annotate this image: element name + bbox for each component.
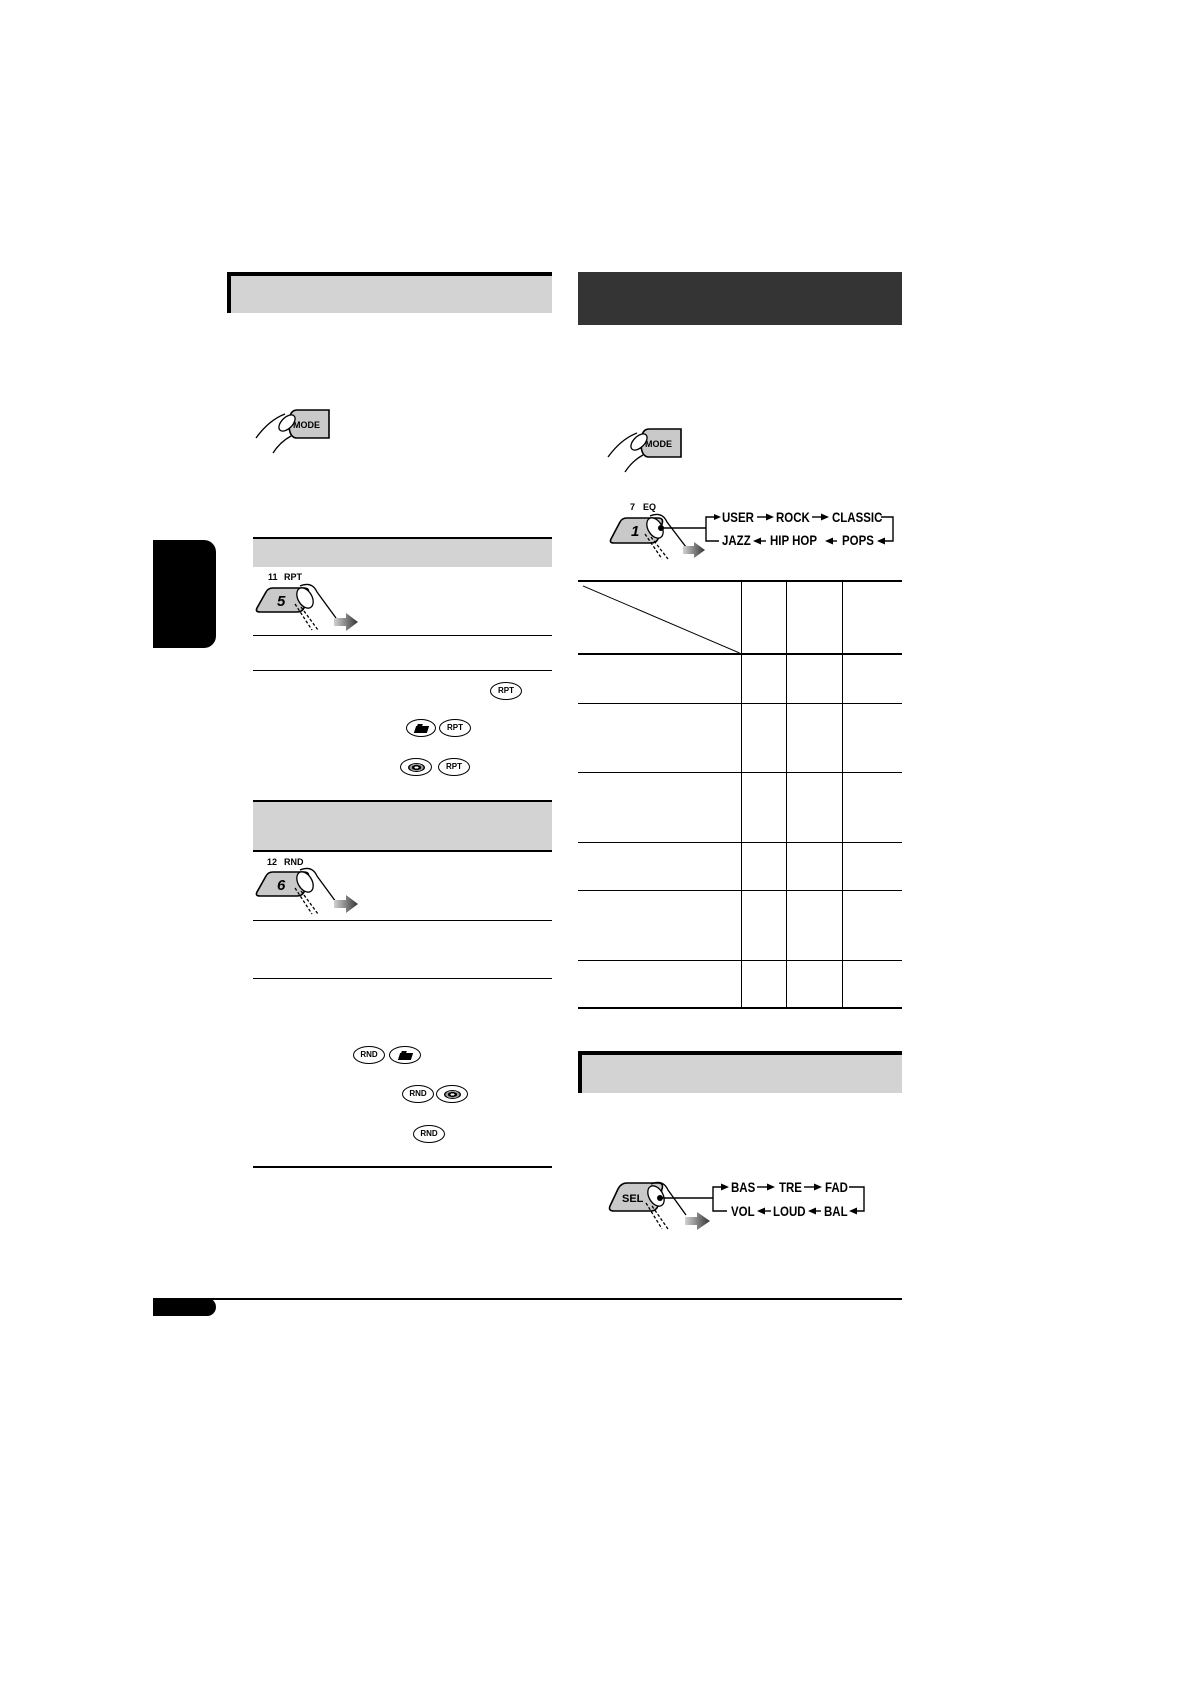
arrow-left-icon — [753, 538, 761, 545]
table-cell — [578, 960, 741, 1008]
table-cell — [578, 842, 741, 890]
table-cell — [842, 842, 902, 890]
table-header-cell — [842, 581, 902, 654]
table-cell — [786, 890, 842, 960]
eq-mode-item: JAZZ — [722, 532, 751, 548]
disc-indicator — [436, 1085, 468, 1103]
eq-mode-item: USER — [722, 509, 754, 525]
folder-icon — [413, 726, 428, 733]
side-language-tab — [153, 540, 216, 648]
eq-mode-item: HIP HOP — [770, 532, 817, 548]
mode-key-label: MODE — [293, 420, 320, 430]
table-cell — [842, 772, 902, 842]
right-section-heading-box — [578, 1051, 902, 1093]
table-cell — [741, 842, 786, 890]
table-cell — [741, 703, 786, 772]
table-cell — [786, 842, 842, 890]
table-cell — [741, 960, 786, 1008]
right-bracket — [881, 517, 893, 541]
divider — [253, 920, 552, 921]
repeat-key-function: RPT — [284, 572, 302, 582]
mode-key-label: MODE — [645, 439, 672, 449]
table-row — [578, 960, 902, 1008]
right-section-heading-dark — [578, 272, 902, 325]
repeat-subheading-bar — [253, 537, 552, 567]
sound-item: VOL — [731, 1203, 755, 1219]
table-cell — [741, 654, 786, 703]
table-cell — [786, 654, 842, 703]
divider — [253, 978, 552, 979]
table-cell — [578, 772, 741, 842]
table-cell — [842, 654, 902, 703]
eq-key-number: 7 — [630, 502, 636, 512]
random-key-digit: 6 — [277, 877, 286, 894]
table-header-cell — [741, 581, 786, 654]
left-section-heading-box — [227, 272, 552, 313]
table-row — [578, 703, 902, 772]
rnd-indicator-icon: RND — [413, 1125, 445, 1143]
repeat-key-press-illustration — [254, 582, 364, 632]
table-corner-cell — [578, 581, 741, 654]
eq-settings-table — [578, 580, 902, 1009]
table-cell — [786, 703, 842, 772]
eq-mode-item: POPS — [842, 532, 874, 548]
arrow-right-icon — [821, 514, 829, 521]
disc-indicator — [400, 758, 432, 776]
arrow-left-icon — [825, 538, 833, 545]
arrow-right-icon — [814, 1184, 822, 1191]
diagonal-line — [578, 582, 741, 653]
page-number-tab — [153, 1298, 216, 1316]
rpt-indicator-icon: RPT — [439, 719, 471, 737]
press-arrow-icon — [334, 895, 358, 913]
rnd-indicator-icon: RND — [353, 1046, 385, 1064]
arrow-right-icon — [721, 1184, 729, 1191]
random-key-function: RND — [284, 857, 304, 867]
sound-item: BAL — [824, 1203, 848, 1219]
folder-icon — [397, 1053, 412, 1060]
arrow-left-icon — [757, 1208, 765, 1215]
press-arrow-icon — [334, 613, 358, 631]
eq-key-digit: 1 — [631, 523, 640, 540]
sound-item: TRE — [779, 1179, 802, 1195]
folder-indicator — [389, 1046, 421, 1064]
divider — [253, 635, 552, 636]
repeat-key-number: 11 — [268, 572, 278, 582]
sel-key-label: SEL — [622, 1193, 644, 1205]
table-header-row — [578, 581, 902, 654]
disc-icon — [408, 763, 425, 772]
arrow-left-icon — [849, 1208, 857, 1215]
arrow-left-icon — [877, 538, 885, 545]
disc-icon — [444, 1090, 461, 1099]
table-cell — [786, 960, 842, 1008]
eq-key-function: EQ — [643, 502, 657, 512]
arrow-right-icon — [714, 514, 721, 520]
table-row — [578, 772, 902, 842]
table-row — [578, 890, 902, 960]
divider — [253, 1166, 552, 1168]
table-cell — [842, 960, 902, 1008]
arrow-right-icon — [766, 514, 774, 521]
sound-item: LOUD — [773, 1203, 806, 1219]
rpt-indicator-icon: RPT — [490, 682, 522, 700]
rpt-indicator-icon: RPT — [438, 758, 470, 776]
right-bracket — [849, 1187, 864, 1211]
table-cell — [786, 772, 842, 842]
table-row — [578, 654, 902, 703]
table-cell — [842, 703, 902, 772]
bottom-rule — [153, 1298, 902, 1300]
eq-mode-item: ROCK — [776, 509, 810, 525]
divider — [253, 670, 552, 671]
sound-item: BAS — [731, 1179, 756, 1195]
left-bracket — [706, 517, 719, 541]
table-cell — [578, 890, 741, 960]
table-cell — [578, 654, 741, 703]
table-header-cell — [786, 581, 842, 654]
repeat-key-digit: 5 — [277, 593, 286, 610]
mode-key-press-illustration — [605, 424, 683, 474]
eq-mode-item: CLASSIC — [832, 509, 883, 525]
table-cell — [578, 703, 741, 772]
random-subheading-box — [253, 800, 552, 852]
sound-item: FAD — [825, 1179, 848, 1195]
mode-key-press-illustration — [253, 405, 331, 455]
folder-indicator — [406, 719, 436, 737]
left-bracket — [713, 1187, 727, 1211]
table-cell — [842, 890, 902, 960]
arrow-left-icon — [808, 1208, 816, 1215]
table-cell — [741, 772, 786, 842]
rnd-indicator-icon: RND — [402, 1085, 434, 1103]
table-row — [578, 842, 902, 890]
arrow-right-icon — [767, 1184, 775, 1191]
random-key-press-illustration — [254, 866, 364, 916]
table-cell — [741, 890, 786, 960]
random-key-number: 12 — [267, 857, 278, 867]
